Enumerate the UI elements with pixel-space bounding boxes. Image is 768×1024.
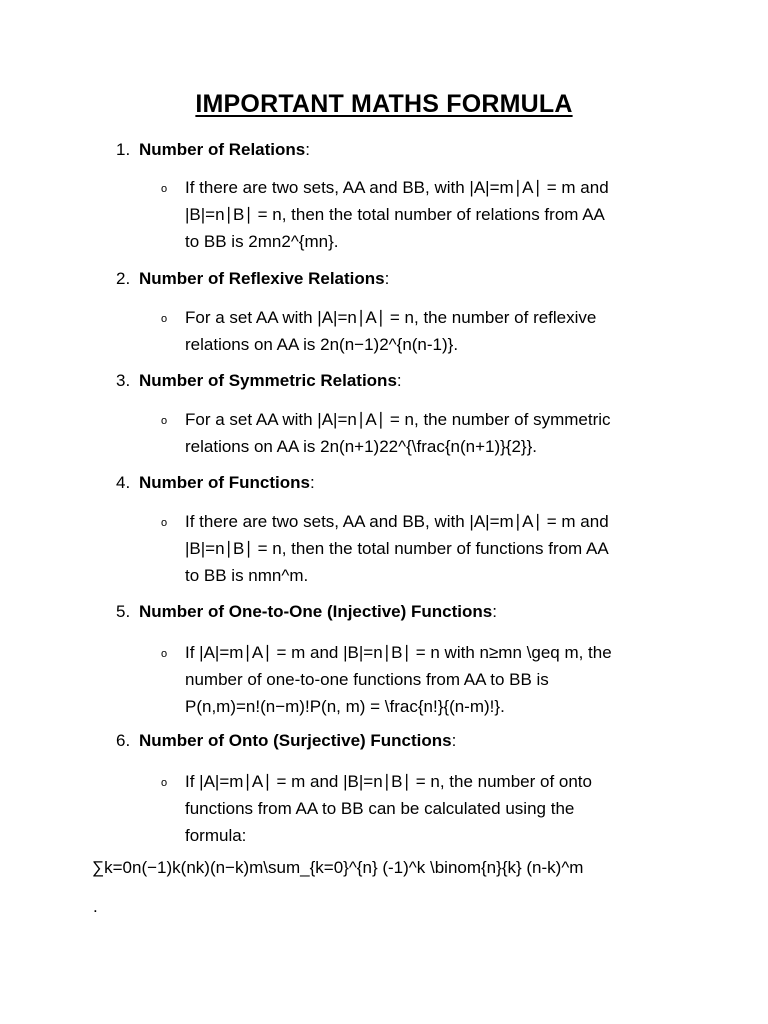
item-description [185,768,675,849]
item-heading-text: Number of Reflexive Relations [139,269,385,288]
description-line: |B|=n∣B∣ = n, then the total number of functions from AA [185,539,609,558]
description-line: |B|=n∣B∣ = n, then the total number of relations from AA [185,205,605,224]
description-line: relations on AA is 2n(n+1)22^{\frac{n(n+1)}{2}}. [185,437,538,456]
item-heading-text: Number of Onto (Surjective) Functions [139,731,452,750]
item-number: 1. [116,140,131,159]
item-heading [139,371,402,391]
description-line: to BB is 2mn2^{mn}. [185,232,339,251]
bullet-icon: o [161,313,168,325]
item-heading [139,731,456,751]
description-line: P(n,m)=n!(n−m)!P(n, m) = \frac{n!}{(n-m)!}. [185,697,505,716]
item-description [185,406,675,460]
description-line: If |A|=m∣A∣ = m and |B|=n∣B∣ = n with n≥mn \geq m, the [185,643,612,662]
item-heading [139,473,315,493]
description-line: relations on AA is 2n(n−1)2^{n(n-1)}. [185,335,459,354]
description-line: If |A|=m∣A∣ = m and |B|=n∣B∣ = n, the number of onto [185,772,592,791]
item-heading-text: Number of Relations [139,140,306,159]
description-line: functions from AA to BB can be calculated using the [185,799,575,818]
bullet-icon: o [161,415,168,427]
item-heading [139,602,497,622]
item-number: 3. [116,371,131,390]
bullet-icon: o [161,777,168,789]
bullet-icon: o [161,648,168,660]
item-heading-text: Number of Functions [139,473,310,492]
item-number: 6. [116,731,131,750]
item-heading-text: Number of One-to-One (Injective) Functions [139,602,493,621]
summation-formula: ∑k=0n(−1)k(nk)(n−k)m\sum_{k=0}^{n} (-1)^k \binom{n}{k} (n-k)^m [92,858,584,877]
item-heading-colon: : [492,602,497,621]
item-description [185,508,675,589]
description-line: formula: [185,826,247,845]
item-number: 4. [116,473,131,492]
description-line: to BB is nmn^m. [185,566,309,585]
item-heading-colon: : [396,371,402,390]
description-line: If there are two sets, AA and BB, with |A|=m∣A∣ = m and [185,512,609,531]
item-heading-colon: : [305,140,310,159]
item-description [185,174,675,255]
description-line: If there are two sets, AA and BB, with |A|=m∣A∣ = m and [185,178,609,197]
bullet-icon: o [161,183,168,195]
item-heading [139,269,389,289]
item-description [185,639,675,720]
item-heading-colon: : [309,473,315,492]
bullet-icon: o [161,517,168,529]
item-number: 5. [116,602,131,621]
description-line: number of one-to-one functions from AA to BB is [185,670,549,689]
item-heading-text: Number of Symmetric Relations [139,371,397,390]
item-heading-colon: : [384,269,390,288]
item-description [185,304,675,358]
trailing-period: . [93,897,98,916]
item-heading [139,140,310,160]
item-number: 2. [116,269,131,288]
page-title: IMPORTANT MATHS FORMULA [195,90,573,118]
description-line: For a set AA with |A|=n∣A∣ = n, the number of symmetric [185,410,611,429]
item-heading-colon: : [451,731,457,750]
description-line: For a set AA with |A|=n∣A∣ = n, the number of reflexive [185,308,597,327]
